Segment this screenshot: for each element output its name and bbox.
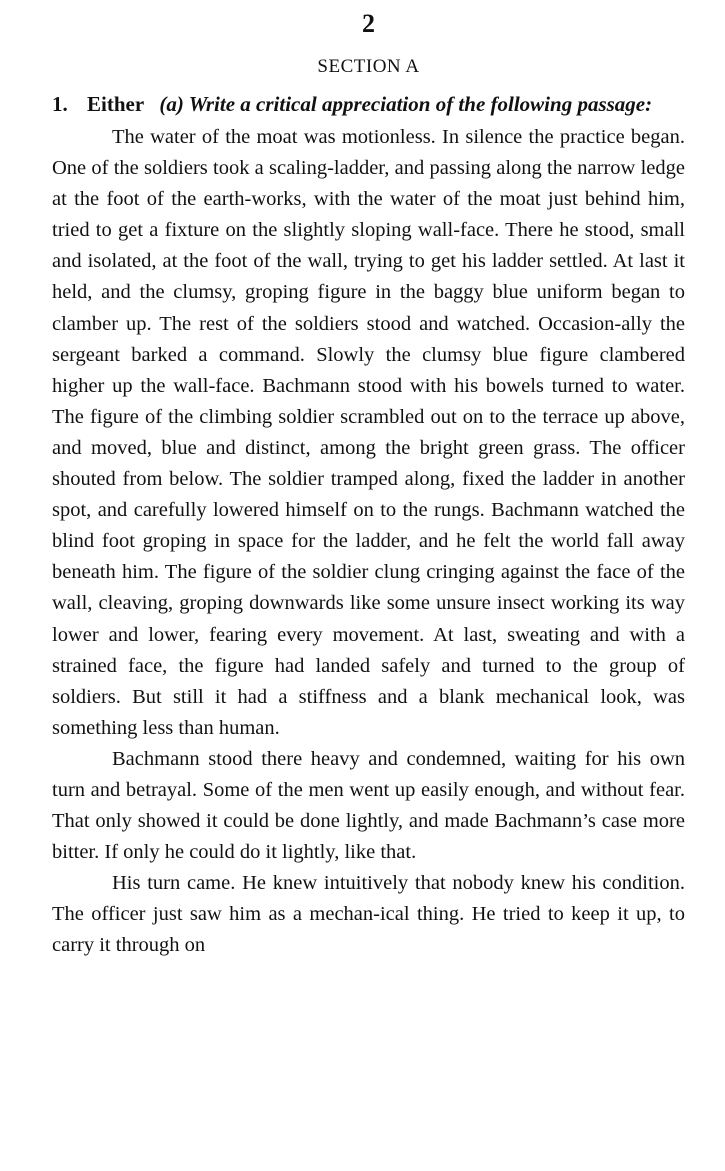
question-instruction: (a) Write a critical appreciation of the following passage: [159, 92, 653, 116]
passage-paragraph-3: His turn came. He knew intuitively that nobody knew his condition. The officer just saw him as a mechan-ical thing. He tried to keep it up, to carry it through on [52, 872, 685, 957]
page-number: 2 [362, 9, 375, 38]
passage-paragraph-1: The water of the moat was motionless. In silence the practice began. One of the soldiers took a scaling-ladder, and passing along the narrow ledge at the foot of the earth-works, with the water of the moat just behind him, tried to get a fixture on the slightly sloping wall-face. There he stood, small and isolated, at the foot of the wall, trying to get his ladder settled. At last it held, and the clumsy, groping figure in the baggy blue uniform began to clamber up. The rest of the soldiers stood and watched. Occasion-ally the sergeant barked a command. Slowly the clumsy blue figure clambered higher up the wall-face. Bachmann stood with his bowels turned to water. The figure of the climbing soldier scrambled out on to the terrace up above, and moved, blue and distinct, among the bright green grass. The officer shouted from below. The soldier tramped along, fixed the ladder in another spot, and carefully lowered himself on to the rungs. Bachmann watched the blind foot groping in space for the ladder, and he felt the world fall away beneath him. The figure of the soldier clung cringing against the face of the wall, cleaving, groping downwards like some unsure insect working its way lower and lower, fearing every movement. At last, sweating and with a strained face, the figure had landed safely and turned to the group of soldiers. But still it had a stiffness and a blank mechanical look, was something less than human. [52, 126, 685, 739]
passage-paragraph-2: Bachmann stood there heavy and condemned, waiting for his own turn and betrayal. Some of the men went up easily enough, and without fear. That only showed it could be done lightly, and made Bachmann’s case more bitter. If only he could do it lightly, like that. [52, 747, 685, 864]
question-number: 1. [52, 92, 68, 116]
question-either: Either [87, 92, 145, 116]
question-prompt [52, 88, 685, 120]
section-heading: SECTION A [317, 56, 420, 77]
